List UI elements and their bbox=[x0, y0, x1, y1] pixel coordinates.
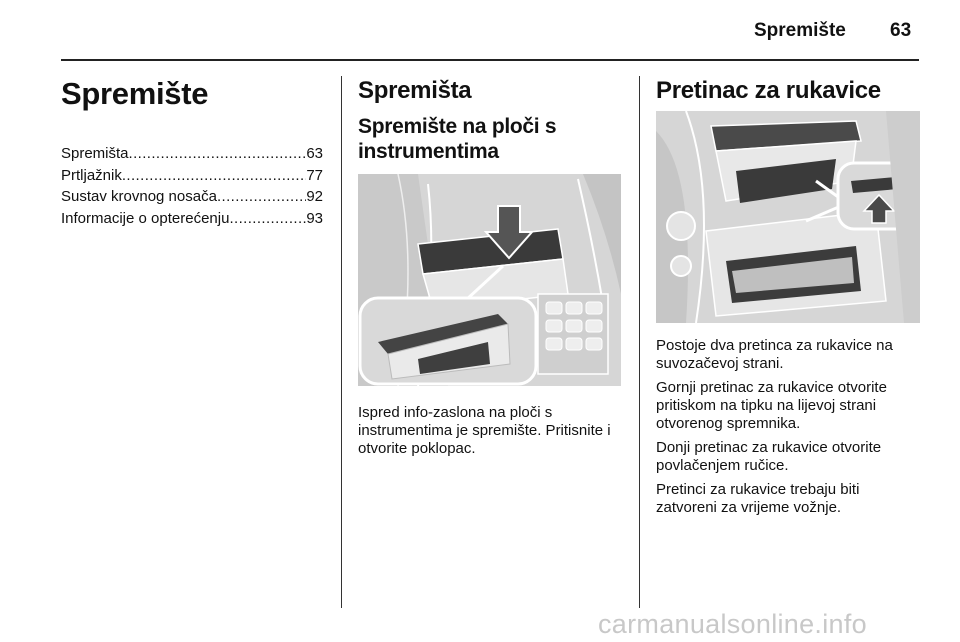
subsection-title: Spremište na ploči s instrumentima bbox=[358, 115, 557, 163]
toc-entry[interactable] bbox=[61, 143, 323, 165]
toc-entry[interactable] bbox=[61, 208, 323, 230]
body-paragraph: Postoje dva pretinca za rukavice na suvozačevoj strani. bbox=[656, 337, 893, 372]
toc-entry-page: 92 bbox=[306, 188, 323, 205]
toc-entry-label: Spremišta bbox=[61, 145, 129, 162]
toc-entry-label: Prtljažnik bbox=[61, 166, 122, 184]
header-rule bbox=[61, 59, 919, 61]
toc-leader bbox=[129, 143, 307, 165]
column-divider-right bbox=[639, 76, 640, 608]
page-number: 63 bbox=[890, 20, 912, 41]
section-title: Pretinac za rukavice bbox=[656, 77, 881, 104]
toc-entry[interactable] bbox=[61, 165, 323, 187]
toc-leader bbox=[217, 186, 306, 208]
body-paragraph: Donji pretinac za rukavice otvorite povlačenjem ručice. bbox=[656, 439, 882, 474]
toc-entry-label: Sustav krovnog nosača bbox=[61, 188, 217, 205]
glovebox-text bbox=[656, 337, 920, 517]
section-title: Spremišta bbox=[358, 77, 472, 104]
toc-leader bbox=[122, 165, 306, 187]
chapter-toc bbox=[61, 143, 323, 229]
dashboard-storage-illustration bbox=[358, 174, 621, 386]
glovebox-illustration bbox=[656, 111, 920, 323]
running-header-title: Spremište bbox=[754, 20, 846, 41]
body-paragraph: Ispred info-zaslona na ploči s instrumentima je spremište. Pritisnite i otvorite poklopac. bbox=[358, 404, 611, 457]
toc-entry-page: 77 bbox=[306, 166, 323, 184]
glovebox-column bbox=[656, 76, 920, 523]
column-divider-left bbox=[341, 76, 342, 608]
body-paragraph: Pretinci za rukavice trebaju biti zatvoreni za vrijeme vožnje. bbox=[656, 481, 860, 516]
chapter-column bbox=[61, 76, 323, 229]
toc-entry-label: Informacije o opterećenju bbox=[61, 209, 230, 227]
toc-leader bbox=[229, 208, 306, 230]
storage-column bbox=[358, 76, 621, 464]
chapter-title: Spremište bbox=[61, 76, 209, 111]
body-paragraph: Gornji pretinac za rukavice otvorite pritiskom na tipku na lijevoj strani otvorenog spremnika. bbox=[656, 379, 887, 432]
watermark: carmanualsonline.info bbox=[598, 609, 867, 639]
toc-entry[interactable] bbox=[61, 186, 323, 208]
toc-entry-page: 93 bbox=[306, 209, 323, 227]
toc-entry-page: 63 bbox=[306, 145, 323, 162]
